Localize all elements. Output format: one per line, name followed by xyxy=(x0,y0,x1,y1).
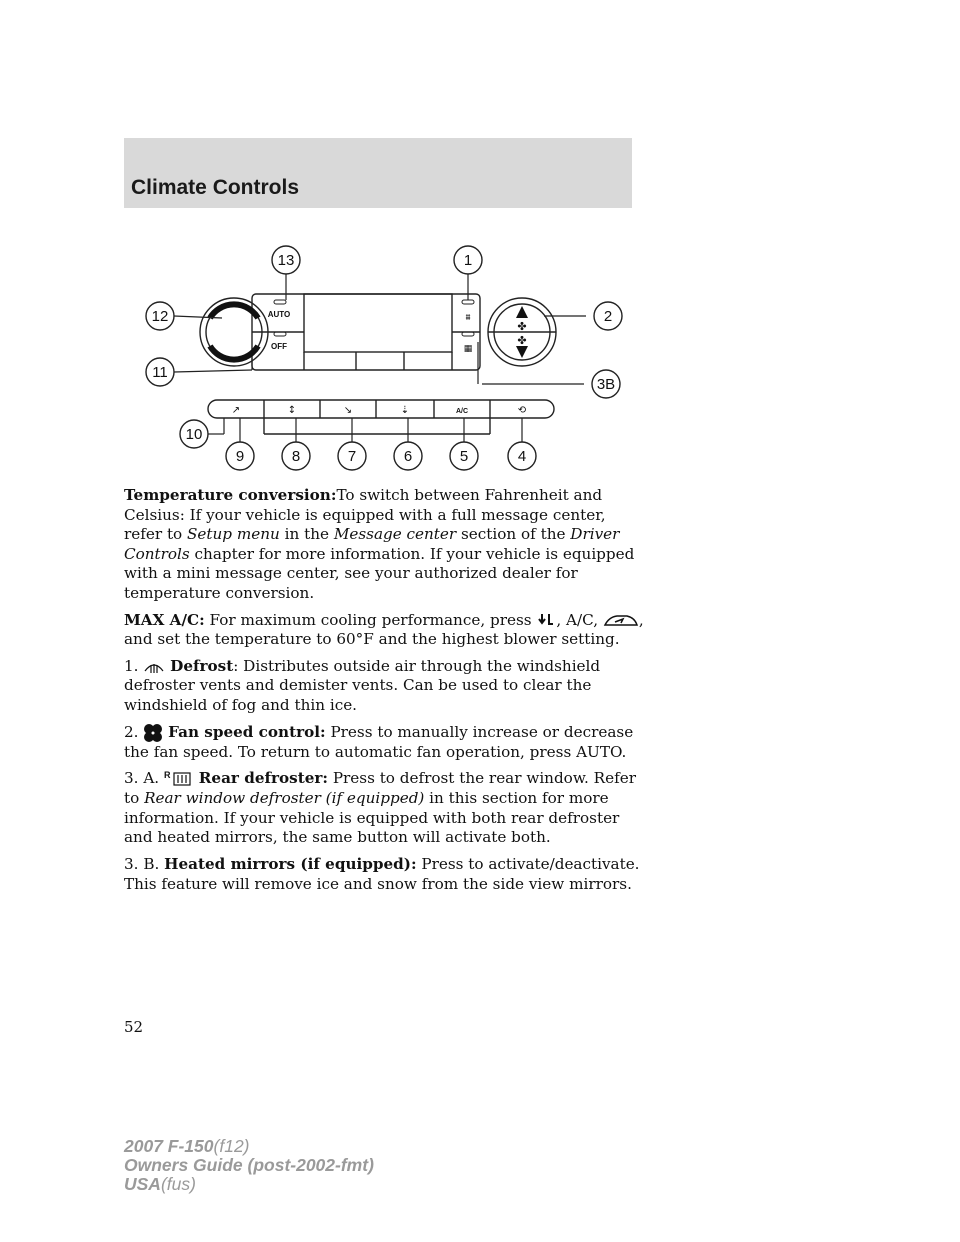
svg-text:✤: ✤ xyxy=(517,320,527,333)
footer-line-2: Owners Guide (post-2002-fmt) xyxy=(124,1155,374,1175)
setup-menu-ref: Setup menu xyxy=(187,525,280,544)
footer-line-3: USA(fus) xyxy=(124,1174,196,1194)
footer xyxy=(124,1137,374,1194)
callout-6: 6 xyxy=(403,448,413,465)
message-center-ref: Message center xyxy=(333,525,457,544)
driver-controls-ref: Driver Controls xyxy=(124,525,620,563)
button-bar xyxy=(208,400,554,418)
rear-defroster-paragraph: 3. A. R Rear defroster: Press to defrost the rear window. Refer to Rear window defroster (if equipped) in this section for more information. If your vehicle is equipped with both rear defroster and heated mirrors, the same button will activate both. xyxy=(124,769,636,847)
callout-13: 13 xyxy=(277,252,295,269)
rear-defrost-icon: ▦ xyxy=(463,344,473,354)
recirculation-car-icon xyxy=(603,613,639,629)
max-ac-heading: MAX A/C: xyxy=(124,610,205,629)
svg-text:R: R xyxy=(163,770,171,781)
floor-icon: ↘ xyxy=(343,405,353,416)
recirculation-icon: ⟲ xyxy=(517,405,527,416)
footer-line-1: 2007 F-150(f12) xyxy=(124,1136,250,1156)
page-number: 52 xyxy=(124,1018,144,1036)
panel-vent-icon: ↗ xyxy=(231,405,241,416)
callout-10: 10 xyxy=(185,426,203,443)
rear-window-defroster-ref: Rear window defroster (if equipped) xyxy=(144,789,425,808)
rear-defroster-icon xyxy=(164,769,194,789)
ac-label: A/C xyxy=(455,408,469,415)
callout-8: 8 xyxy=(291,448,301,465)
fan-icon xyxy=(143,723,163,743)
temperature-conversion-heading: Temperature conversion: xyxy=(124,486,337,504)
off-label: OFF xyxy=(271,342,287,351)
panel-floor-airflow-icon xyxy=(536,612,556,630)
front-defrost-icon: ⩩ xyxy=(465,313,471,323)
callout-3b: 3B xyxy=(596,376,616,393)
callout-11: 11 xyxy=(152,364,168,381)
floor-defrost-icon: ⇣ xyxy=(400,405,410,416)
panel-floor-icon: ↕ xyxy=(287,405,297,416)
fan-speed-paragraph: 2. Fan speed control: Press to manually increase or decrease the fan speed. To return to automatic fan operation, press AUTO. xyxy=(124,722,634,761)
defrost-paragraph: 1. Defrost: Distributes outside air through the windshield defroster vents and demister vents. Can be used to clear the windshield of fog and thin ice. xyxy=(124,656,601,714)
callout-9: 9 xyxy=(235,448,245,465)
section-title: Climate Controls xyxy=(131,176,300,199)
svg-text:✤: ✤ xyxy=(517,334,527,347)
callout-5: 5 xyxy=(459,448,469,465)
climate-control-panel-diagram xyxy=(124,238,644,478)
callout-2: 2 xyxy=(603,308,613,325)
callout-7: 7 xyxy=(347,448,357,465)
temperature-conversion-paragraph: Temperature conversion:To switch between Fahrenheit and Celsius: If your vehicle is equipped with a full message center, refer to Setup menu in the Message center section of the Driver Controls chapter for more information. If your vehicle is equipped with a mini message center, see your authorized dealer for temperature conversion. xyxy=(124,486,635,602)
defrost-icon xyxy=(143,659,165,675)
auto-label: AUTO xyxy=(267,310,291,319)
body-text xyxy=(124,486,644,901)
callout-4: 4 xyxy=(517,448,527,465)
callout-1: 1 xyxy=(463,252,473,269)
max-ac-paragraph: MAX A/C: For maximum cooling performance, press , A/C, , and set the temperature to 60°F and the highest blower setting. xyxy=(124,610,644,649)
display-window xyxy=(304,294,452,352)
callout-12: 12 xyxy=(151,308,169,325)
heated-mirrors-paragraph: 3. B. Heated mirrors (if equipped): Press to activate/deactivate. This feature will remove ice and snow from the side view mirrors. xyxy=(124,854,640,893)
